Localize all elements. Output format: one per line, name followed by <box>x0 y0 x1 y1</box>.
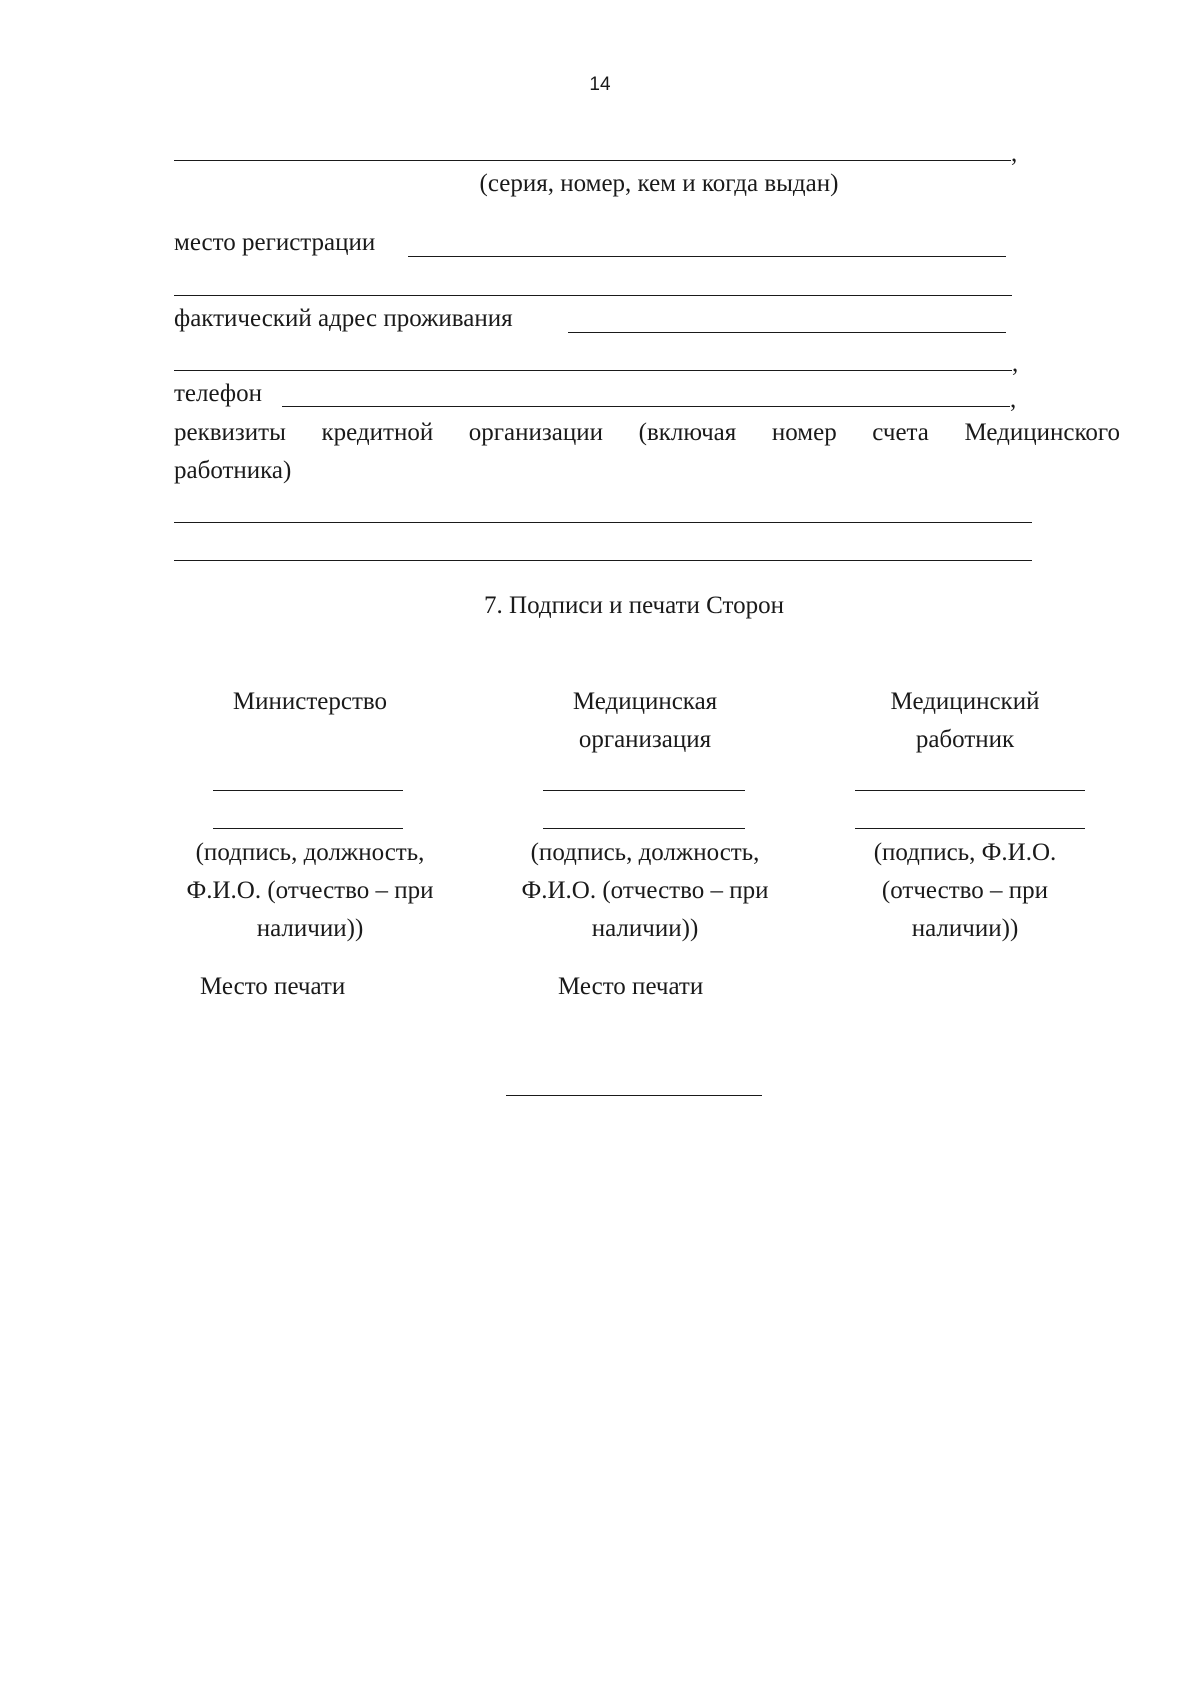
ministry-caption <box>150 834 470 948</box>
bank-details-input-line-2[interactable] <box>174 560 1032 561</box>
document-end-separator <box>506 1095 762 1096</box>
registration-input-line-2[interactable] <box>174 295 1012 296</box>
passport-input-line[interactable] <box>174 160 1011 161</box>
org-signature-line[interactable] <box>543 790 745 791</box>
comma: , <box>1012 350 1019 377</box>
org-title: Медицинская <box>572 688 718 715</box>
caption-line: Ф.И.О. (отчество – при <box>186 877 434 904</box>
org-signature-line-2[interactable] <box>543 828 745 829</box>
section-title: 7. Подписи и печати Сторон <box>484 592 784 619</box>
org-signature-block <box>485 683 805 759</box>
comma: , <box>1010 386 1017 413</box>
comma: , <box>1011 140 1018 167</box>
worker-signature-line[interactable] <box>855 790 1085 791</box>
actual-address-input-line-2[interactable] <box>174 370 1012 371</box>
caption-line: наличии)) <box>591 915 699 942</box>
ministry-signature-block <box>150 683 470 721</box>
bank-details-label: реквизиты кредитной организации (включая номер счета Медицинского <box>174 419 1120 446</box>
ministry-signature-line[interactable] <box>213 790 403 791</box>
phone-input-line[interactable] <box>282 406 1010 407</box>
caption-line: Ф.И.О. (отчество – при <box>521 877 769 904</box>
caption-line: (отчество – при <box>881 877 1049 904</box>
phone-label: телефон <box>174 380 262 407</box>
worker-title: Медицинский <box>890 688 1040 715</box>
caption-line: наличии)) <box>256 915 364 942</box>
ministry-signature-line-2[interactable] <box>213 828 403 829</box>
org-caption <box>485 834 805 948</box>
caption-line: (подпись, Ф.И.О. <box>873 839 1057 866</box>
page-number: 14 <box>589 74 611 95</box>
registration-input-line[interactable] <box>408 256 1006 257</box>
ministry-seal-label: Место печати <box>200 973 346 1000</box>
caption-line: (подпись, должность, <box>195 839 425 866</box>
actual-address-input-line[interactable] <box>568 332 1006 333</box>
passport-caption: (серия, номер, кем и когда выдан) <box>479 170 839 197</box>
caption-line: (подпись, должность, <box>530 839 760 866</box>
actual-address-label: фактический адрес проживания <box>174 305 513 332</box>
worker-title-2: работник <box>915 726 1015 753</box>
caption-line: наличии)) <box>911 915 1019 942</box>
worker-signature-block <box>815 683 1115 759</box>
bank-details-input-line[interactable] <box>174 522 1032 523</box>
org-title-2: организация <box>578 726 712 753</box>
registration-label: место регистрации <box>174 229 376 256</box>
worker-caption <box>815 834 1115 948</box>
bank-details-label-2: работника) <box>174 457 292 484</box>
worker-signature-line-2[interactable] <box>855 828 1085 829</box>
org-seal-label: Место печати <box>558 973 704 1000</box>
ministry-title: Министерство <box>232 688 388 715</box>
